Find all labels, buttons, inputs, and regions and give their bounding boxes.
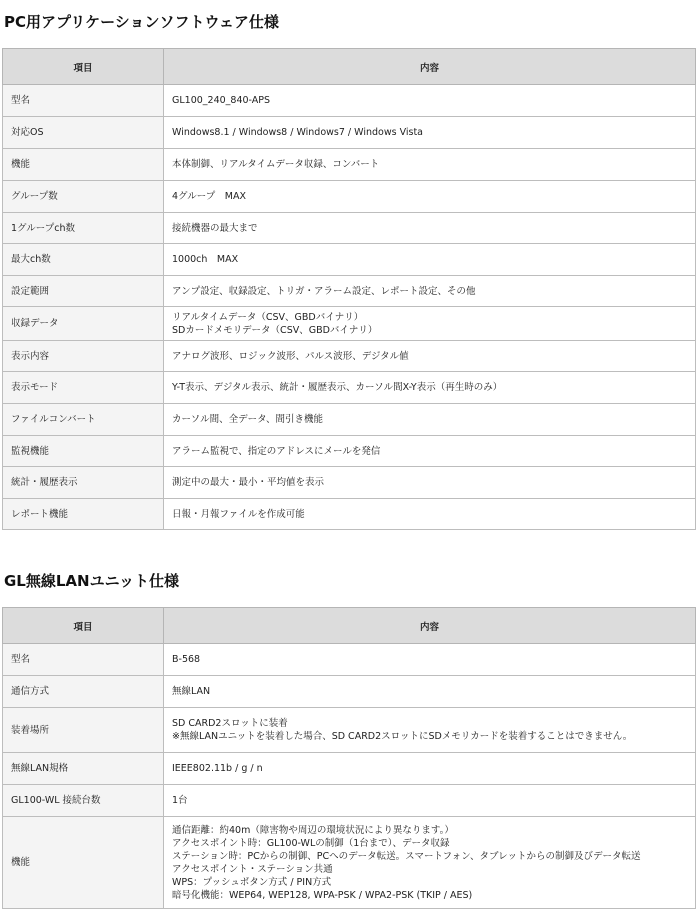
header-item: 項目	[3, 608, 164, 644]
row-label: グループ数	[3, 181, 164, 213]
value-line: 4グループ MAX	[172, 191, 246, 202]
value-line: 接続機器の最大まで	[172, 222, 258, 234]
table-row	[3, 213, 696, 244]
value-line: アラーム監視で、指定のアドレスにメールを発信	[172, 445, 381, 457]
table-row	[3, 404, 696, 436]
row-label: 対応OS	[3, 117, 164, 149]
row-label: 装着場所	[3, 708, 164, 753]
table-row	[3, 85, 696, 117]
row-label: 最大ch数	[3, 244, 164, 276]
table-header-row	[3, 608, 696, 644]
table-row	[3, 708, 696, 753]
table-row	[3, 499, 696, 530]
table-row	[3, 307, 696, 341]
row-label: 収録データ	[3, 307, 164, 341]
table-row	[3, 244, 696, 276]
table-row	[3, 676, 696, 708]
row-label: 監視機能	[3, 436, 164, 467]
table-row	[3, 149, 696, 181]
table-body	[3, 644, 696, 909]
table-row	[3, 644, 696, 676]
section-title-wlan-unit: GL無線LANユニット仕様	[4, 572, 179, 590]
spec-table-wlan-unit	[2, 607, 696, 909]
table-row	[3, 341, 696, 372]
value-line: 暗号化機能：WEP64, WEP128, WPA-PSK / WPA2-PSK (TKIP / AES)	[172, 889, 473, 901]
row-value	[164, 149, 696, 181]
value-line: WPS：プッシュボタン方式 / PIN方式	[172, 876, 332, 888]
row-value	[164, 817, 696, 909]
table-row	[3, 753, 696, 785]
row-label: 型名	[3, 644, 164, 676]
table-row	[3, 467, 696, 499]
section-title-pc-software: PC用アプリケーションソフトウェア仕様	[4, 13, 279, 31]
row-value	[164, 244, 696, 276]
value-line: 通信距離：約40m（障害物や周辺の環境状況により異なります。）	[172, 824, 454, 836]
row-label: GL100-WL 接続台数	[3, 785, 164, 817]
table-body	[3, 85, 696, 530]
row-value	[164, 117, 696, 149]
row-value	[164, 708, 696, 753]
table-row	[3, 276, 696, 307]
value-line: リアルタイムデータ（CSV、GBDバイナリ）	[172, 311, 364, 323]
row-value	[164, 467, 696, 499]
value-line: IEEE802.11b / g / n	[172, 763, 263, 774]
header-content: 内容	[164, 49, 696, 85]
header-item: 項目	[3, 49, 164, 85]
row-label: 設定範囲	[3, 276, 164, 307]
row-label: 機能	[3, 817, 164, 909]
value-line: 測定中の最大・最小・平均値を表示	[172, 477, 325, 488]
row-label: 統計・履歴表示	[3, 467, 164, 499]
row-label: 通信方式	[3, 676, 164, 708]
value-line: カーソル間、全データ、間引き機能	[172, 414, 324, 425]
table-row	[3, 117, 696, 149]
row-value	[164, 307, 696, 341]
table-header-row	[3, 49, 696, 85]
value-line: 本体制御、リアルタイムデータ収録、コンバート	[172, 159, 380, 170]
row-value	[164, 436, 696, 467]
row-value	[164, 85, 696, 117]
value-line: B-568	[172, 654, 201, 665]
value-line: アンプ設定、収録設定、トリガ・アラーム設定、レポート設定、その他	[172, 285, 476, 297]
header-content: 内容	[164, 608, 696, 644]
value-line: ステーション時：PCからの制御、PCへのデータ転送。スマートフォン、タブレットからの制御及びデータ転送	[172, 850, 641, 862]
row-value	[164, 644, 696, 676]
value-line: SDカードメモリデータ（CSV、GBDバイナリ）	[172, 324, 378, 336]
value-line: 無線LAN	[172, 686, 211, 697]
row-value	[164, 181, 696, 213]
row-label: 表示モード	[3, 372, 164, 404]
row-value	[164, 404, 696, 436]
row-value	[164, 753, 696, 785]
table-row	[3, 181, 696, 213]
value-line: 1000ch MAX	[172, 254, 239, 265]
value-line: Y-T表示、デジタル表示、統計・履歴表示、カーソル間X-Y表示（再生時のみ）	[172, 382, 503, 393]
row-value	[164, 676, 696, 708]
row-value	[164, 372, 696, 404]
row-label: 表示内容	[3, 341, 164, 372]
row-label: 機能	[3, 149, 164, 181]
table-row	[3, 436, 696, 467]
value-line: 1台	[172, 795, 188, 806]
table-row	[3, 785, 696, 817]
row-label: ファイルコンバート	[3, 404, 164, 436]
row-value	[164, 499, 696, 530]
table-row	[3, 372, 696, 404]
value-line: アナログ波形、ロジック波形、パルス波形、デジタル値	[172, 350, 409, 362]
row-value	[164, 276, 696, 307]
value-line: Windows8.1 / Windows8 / Windows7 / Windows Vista	[172, 127, 423, 138]
row-value	[164, 213, 696, 244]
value-line: GL100_240_840-APS	[172, 95, 271, 106]
value-line: SD CARD2スロットに装着	[172, 718, 288, 729]
row-value	[164, 785, 696, 817]
table-row	[3, 817, 696, 909]
value-line: アクセスポイント時：GL100-WLの制御（1台まで）、データ収録	[172, 837, 450, 849]
row-label: レポート機能	[3, 499, 164, 530]
row-value	[164, 341, 696, 372]
row-label: 型名	[3, 85, 164, 117]
row-label: 無線LAN規格	[3, 753, 164, 785]
spec-table-pc-software	[2, 48, 696, 530]
value-line: 日報・月報ファイルを作成可能	[172, 508, 305, 520]
row-label: 1グループch数	[3, 213, 164, 244]
value-line: ※無線LANユニットを装着した場合、SD CARD2スロットにSDメモリカードを装着することはできません。	[172, 731, 633, 742]
value-line: アクセスポイント・ステーション共通	[172, 863, 333, 875]
